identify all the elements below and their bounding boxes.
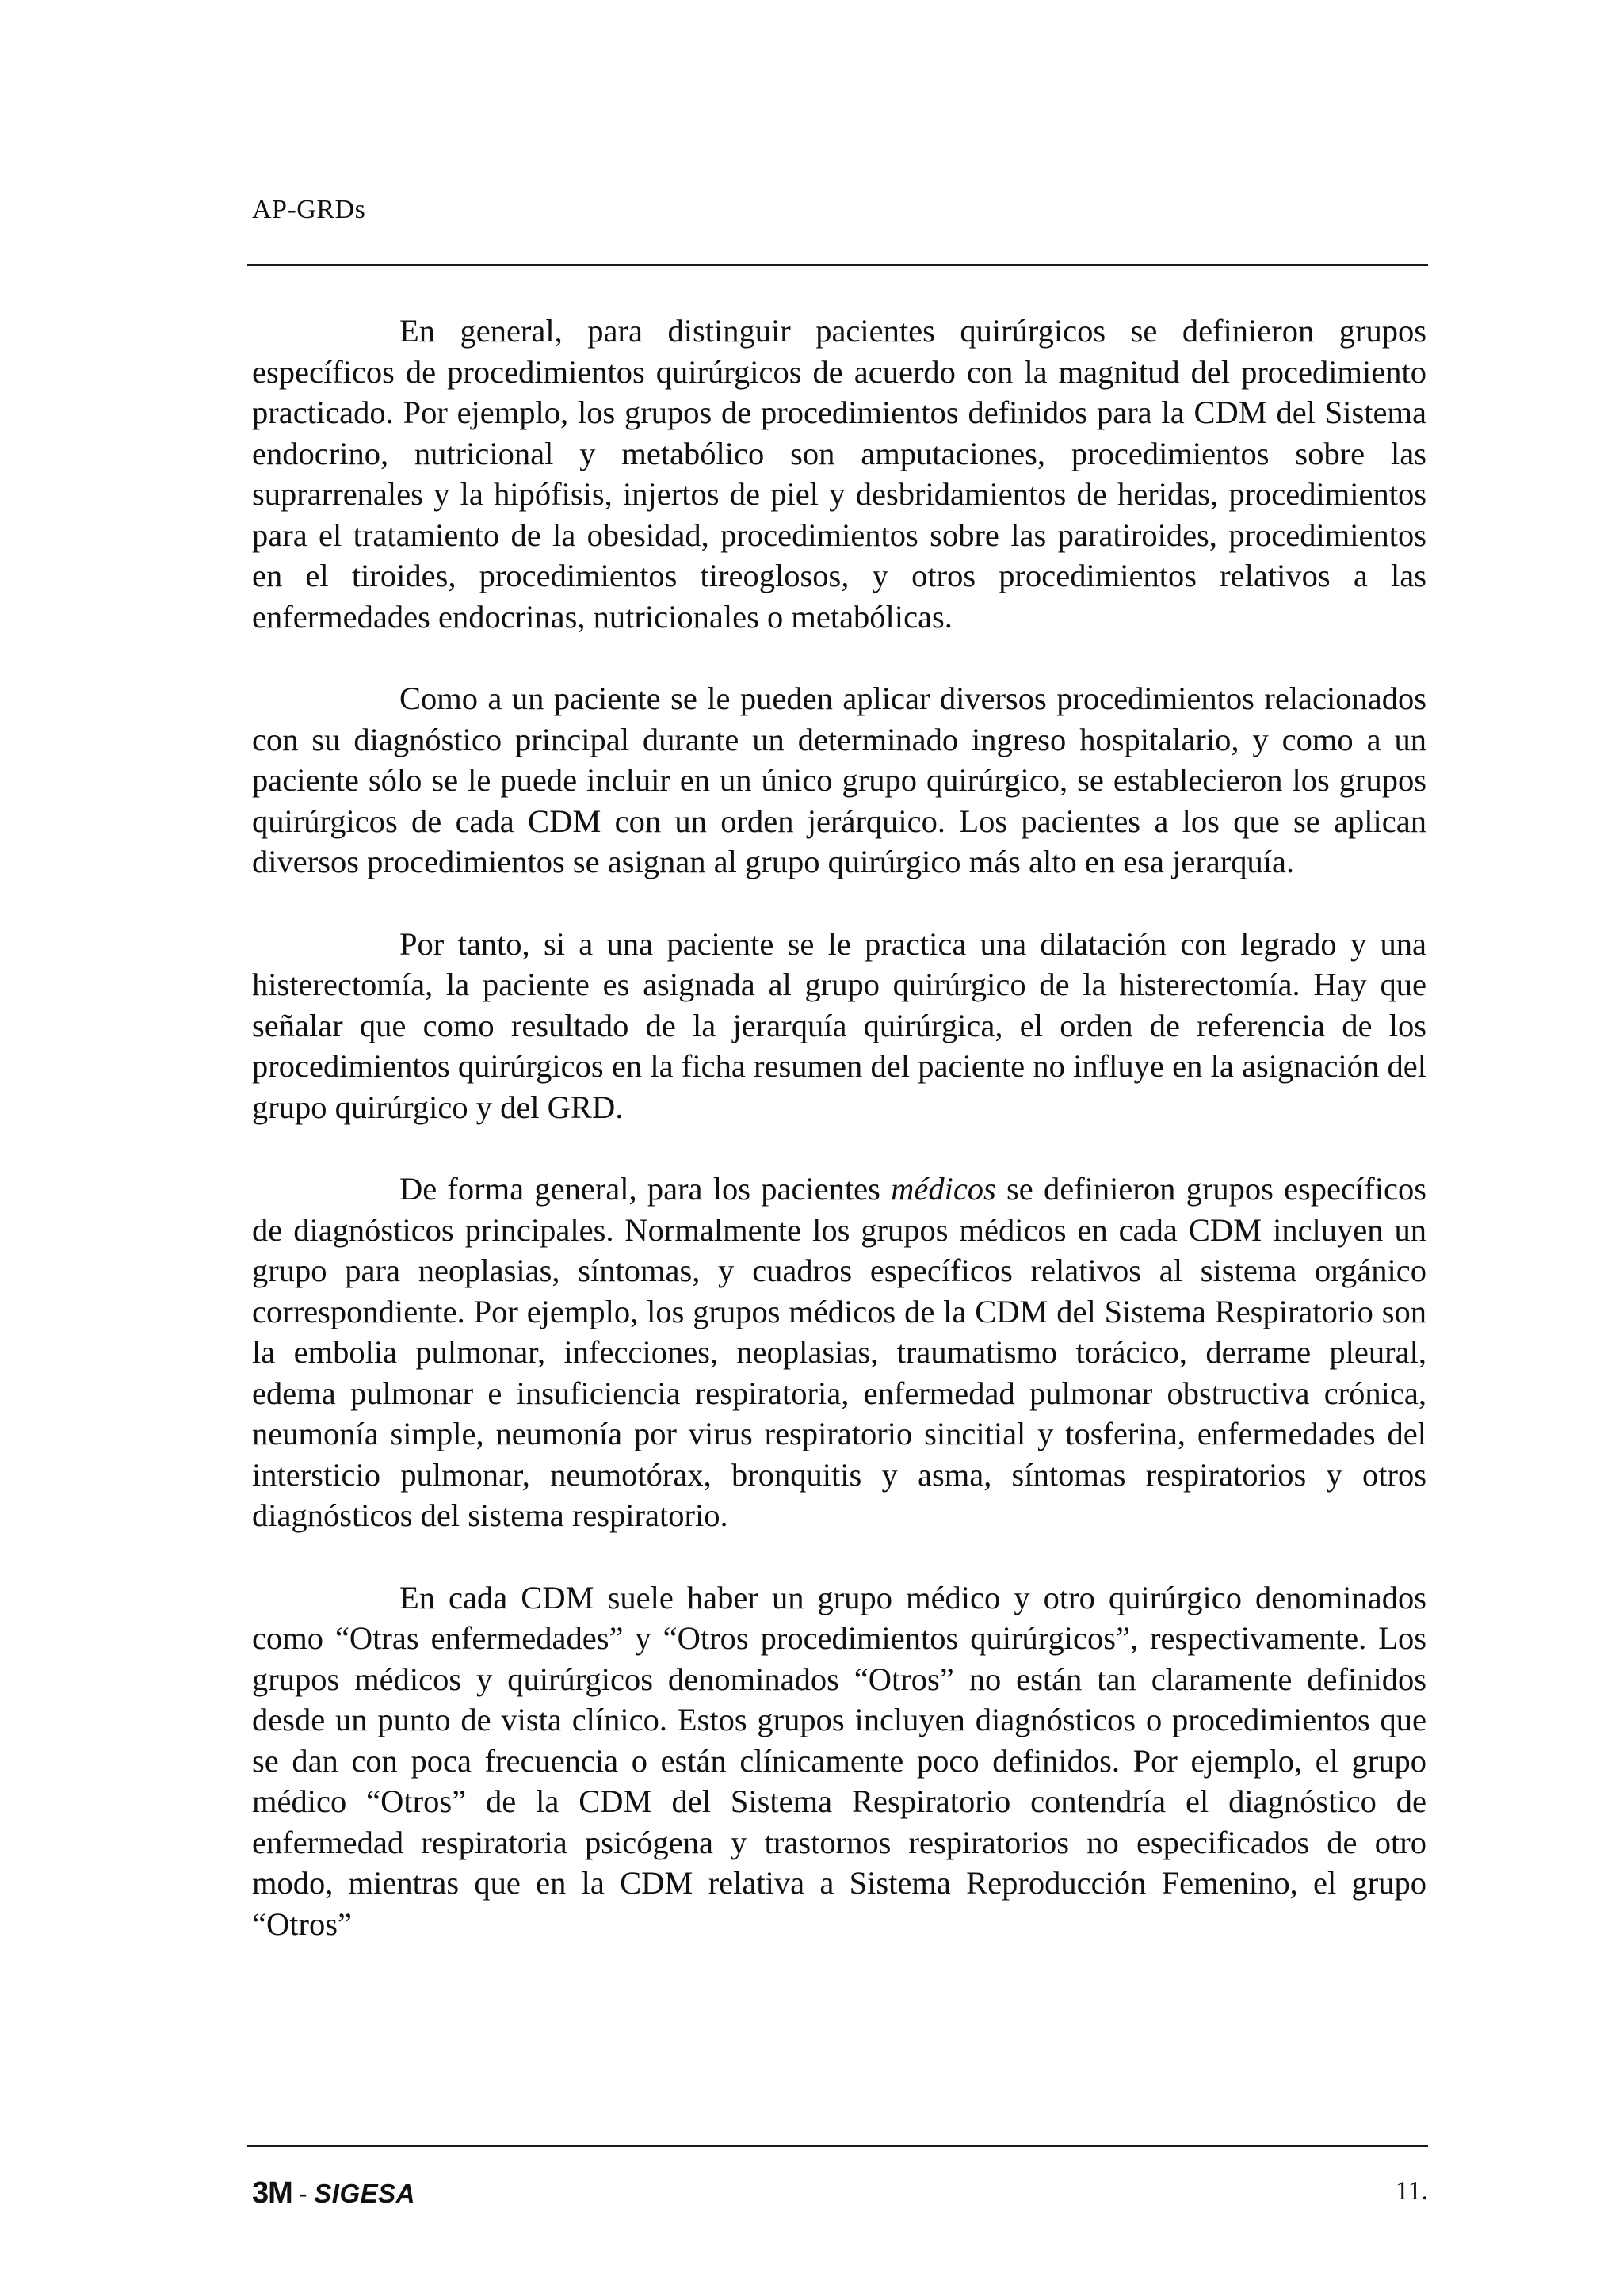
running-header: AP-GRDs	[252, 195, 366, 224]
brand-separator: -	[298, 2179, 308, 2208]
paragraph-1: En general, para distinguir pacientes quirúrgicos se definieron grupos específicos de procedimientos quirúrgicos de acuerdo con la magnitud del procedimiento practicado. Por ejemplo, los grupos de procedimientos definidos para la CDM del Sistema endocrino, nutricional y metabólico son amputaciones, procedimientos sobre las suprarrenales y la hipófisis, injertos de piel y desbridamientos de heridas, procedimientos para el tratamiento de la obesidad, procedimientos sobre las paratiroides, procedimientos en el tiroides, procedimientos tireoglosos, y otros procedimientos relativos a las enfermedades endocrinas, nutricionales o metabólicas.	[252, 313, 1426, 635]
paragraph-5: En cada CDM suele haber un grupo médico y otro quirúrgico denominados como “Otras enfermedades” y “Otros procedimientos quirúrgicos”, respectivamente. Los grupos médicos y quirúrgicos denominados “Otros” no están tan claramente definidos desde un punto de vista clínico. Estos grupos incluyen diagnósticos o procedimientos que se dan con poca frecuencia o están clínicamente poco definidos. Por ejemplo, el grupo médico “Otros” de la CDM del Sistema Respiratorio contendría el diagnóstico de enfermedad respiratoria psicógena y trastornos respiratorios no especificados de otro modo, mientras que en la CDM relativa a Sistema Reproducción Femenino, el grupo “Otros”	[252, 1579, 1426, 1942]
brand-logo: 3M	[252, 2176, 292, 2210]
header-rule	[247, 264, 1428, 266]
footer-rule	[247, 2145, 1428, 2147]
brand-name: SIGESA	[314, 2179, 415, 2208]
footer-brand	[252, 2176, 415, 2210]
paragraph-4	[252, 1169, 1426, 1536]
body-text	[252, 311, 1426, 1944]
paragraph-4-emphasis: médicos	[891, 1171, 996, 1207]
paragraph-2: Como a un paciente se le pueden aplicar diversos procedimientos relacionados con su diagnóstico principal durante un determinado ingreso hospitalario, y como a un paciente sólo se le puede incluir en un único grupo quirúrgico, se establecieron los grupos quirúrgicos de cada CDM con un orden jerárquico. Los pacientes a los que se aplican diversos procedimientos se asignan al grupo quirúrgico más alto en esa jerarquía.	[252, 681, 1426, 879]
paragraph-4-lead: De forma general, para los pacientes	[399, 1171, 892, 1207]
paragraph-4-rest: se definieron grupos específicos de diagnósticos principales. Normalmente los grupos médicos en cada CDM incluyen un grupo para neoplasias, síntomas, y cuadros específicos relativos al sistema orgánico correspondiente. Por ejemplo, los grupos médicos de la CDM del Sistema Respiratorio son la embolia pulmonar, infecciones, neoplasias, traumatismo torácico, derrame pleural, edema pulmonar e insuficiencia respiratoria, enfermedad pulmonar obstructiva crónica, neumonía simple, neumonía por virus respiratorio sincitial y tosferina, enfermedades del intersticio pulmonar, neumotórax, bronquitis y asma, síntomas respiratorios y otros diagnósticos del sistema respiratorio.	[252, 1171, 1426, 1533]
paragraph-3: Por tanto, si a una paciente se le practica una dilatación con legrado y una histerectomía, la paciente es asignada al grupo quirúrgico de la histerectomía. Hay que señalar que como resultado de la jerarquía quirúrgica, el orden de referencia de los procedimientos quirúrgicos en la ficha resumen del paciente no influye en la asignación del grupo quirúrgico y del GRD.	[252, 925, 1426, 1125]
page-number: 11.	[1395, 2176, 1428, 2206]
